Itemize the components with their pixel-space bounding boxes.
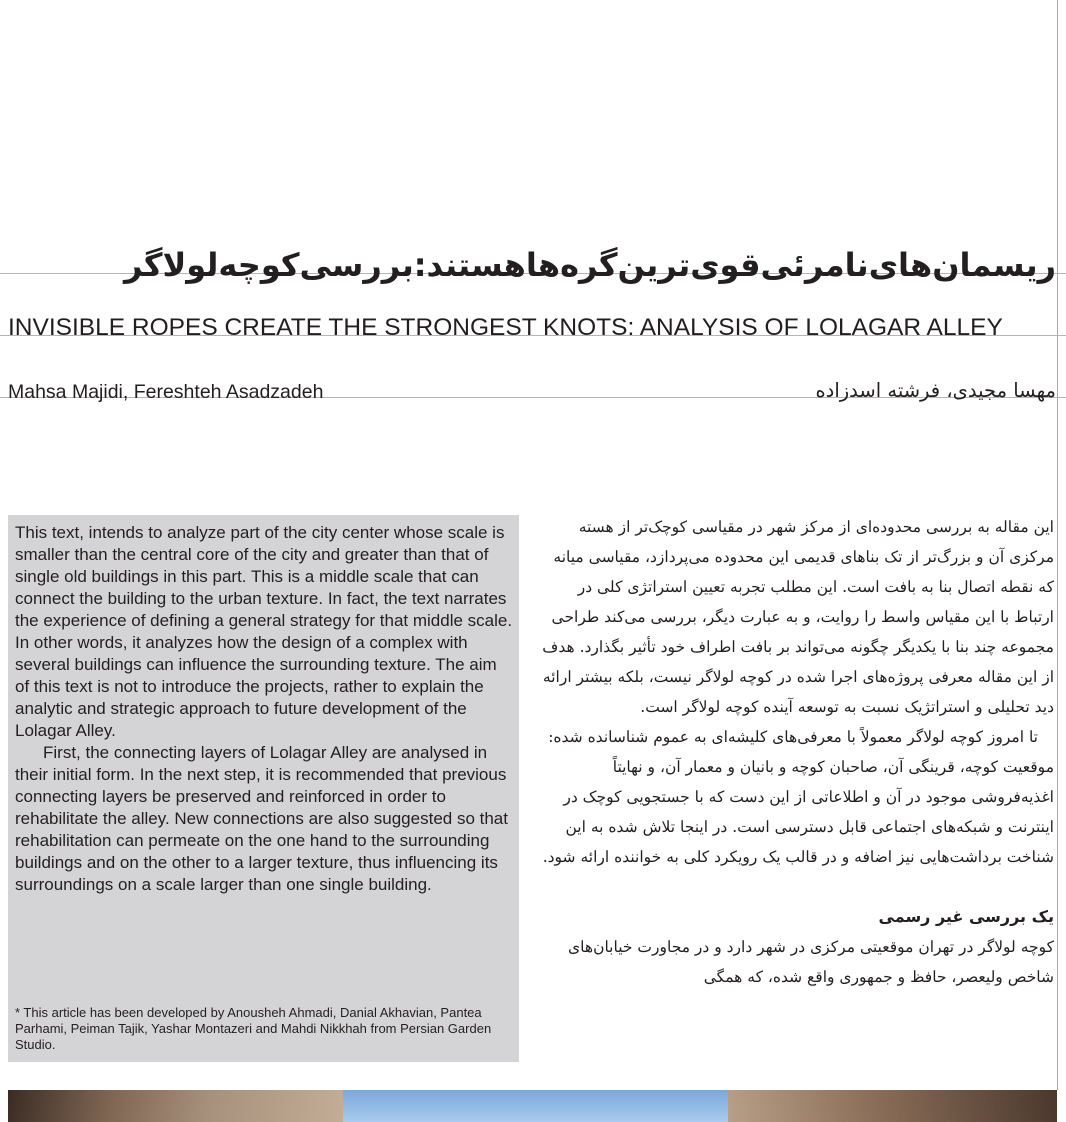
authors-english: Mahsa Majidi, Fereshteh Asadzadeh	[8, 381, 324, 403]
page-margin-line	[1057, 0, 1058, 1090]
persian-paragraph-3: کوچه لولاگر در تهران موقعیتی مرکزی در شهر دارد و در مجاورت خیابان‌های شاخص ولیعصر، حافظ و جمهوری واقع شده، که همگی	[568, 938, 1054, 986]
persian-body-column	[540, 512, 1054, 992]
abstract-paragraph-1: This text, intends to analyze part of the city center whose scale is smaller than the central core of the city and greater than that of single old buildings in this part. This is a middle scale that can connect the building to the urban texture. In fact, the text narrates the experience of defining a general strategy for that middle scale. In other words, it analyzes how the design of a complex with several buildings can influence the surrounding texture. The aim of this text is not to introduce the projects, rather to explain the analytic and strategic approach to future development of the Lolagar Alley.	[15, 523, 513, 740]
alley-photograph	[8, 1090, 1057, 1122]
persian-section-heading: یک بررسی غیر رسمی	[878, 907, 1054, 926]
photo-right-wall	[728, 1090, 1057, 1122]
persian-paragraph-1: این مقاله به بررسی محدوده‌ای از مرکز شهر در مقیاسی کوچک‌تر از هسته مرکزی آن و بزرگ‌تر از تک بناهای قدیمی این محدوده می‌پردازد، مقیاسی میانه که نقطه اتصال بنا به بافت است. این مطلب تجربه تعیین استراتژی کلی در ارتباط با این مقیاس واسط را روایت، و به عبارت دیگر، بررسی می‌کند طراحی مجموعه چند بنا با یکدیگر چگونه می‌تواند بر بافت اطراف خود تأثیر بگذارد. هدف از این مقاله معرفی پروژه‌های اجرا شده در کوچه لولاگر نیست، بلکه بیشتر ارائه دید تحلیلی و استراتژیک نسبت به توسعه آینده کوچه لولاگر است.	[542, 518, 1054, 716]
article-title-persian: ریسمان‌های‌نامرئی‌قوی‌ترین‌گره‌هاهستند:بررسی‌کوچه‌لولاگر	[123, 246, 1056, 284]
abstract-paragraph-2: First, the connecting layers of Lolagar Alley are analysed in their initial form. In the next step, it is recommended that previous connecting layers be preserved and reinforced in order to rehabilitate the alley. New connections are also suggested so that rehabilitation can permeate on the one hand to the surrounding buildings and on the other to a larger texture, thus influencing its surroundings on a scale larger than one single building.	[15, 743, 508, 894]
authors-persian: مهسا مجیدی، فرشته اسدزاده	[815, 379, 1056, 402]
persian-paragraph-2: تا امروز کوچه لولاگر معمولاً با معرفی‌های کلیشه‌ای به عموم شناسانده شده: موقعیت کوچه، قرینگی آن، صاحبان کوچه و بانیان و معمار آن، و نهایتاً اغذیه‌فروشی موجود در آن و اطلاعاتی از این دست که با جستجویی کوچک در اینترنت و شبکه‌های اجتماعی قابل دسترسی است. در اینجا تلاش شده به این شناخت برداشت‌هایی نیز اضافه و در قالب یک رویکرد کلی به خواننده ارائه شود.	[542, 728, 1054, 866]
photo-sky	[343, 1090, 728, 1122]
article-title-english: INVISIBLE ROPES CREATE THE STRONGEST KNOTS: ANALYSIS OF LOLAGAR ALLEY	[8, 314, 1003, 341]
abstract-footnote: * This article has been developed by Anousheh Ahmadi, Danial Akhavian, Pantea Parhami, Peiman Tajik, Yashar Montazeri and Mahdi Nikkhah from Persian Garden Studio.	[15, 1005, 492, 1052]
photo-left-wall	[8, 1090, 343, 1122]
english-abstract-box	[8, 515, 519, 1062]
